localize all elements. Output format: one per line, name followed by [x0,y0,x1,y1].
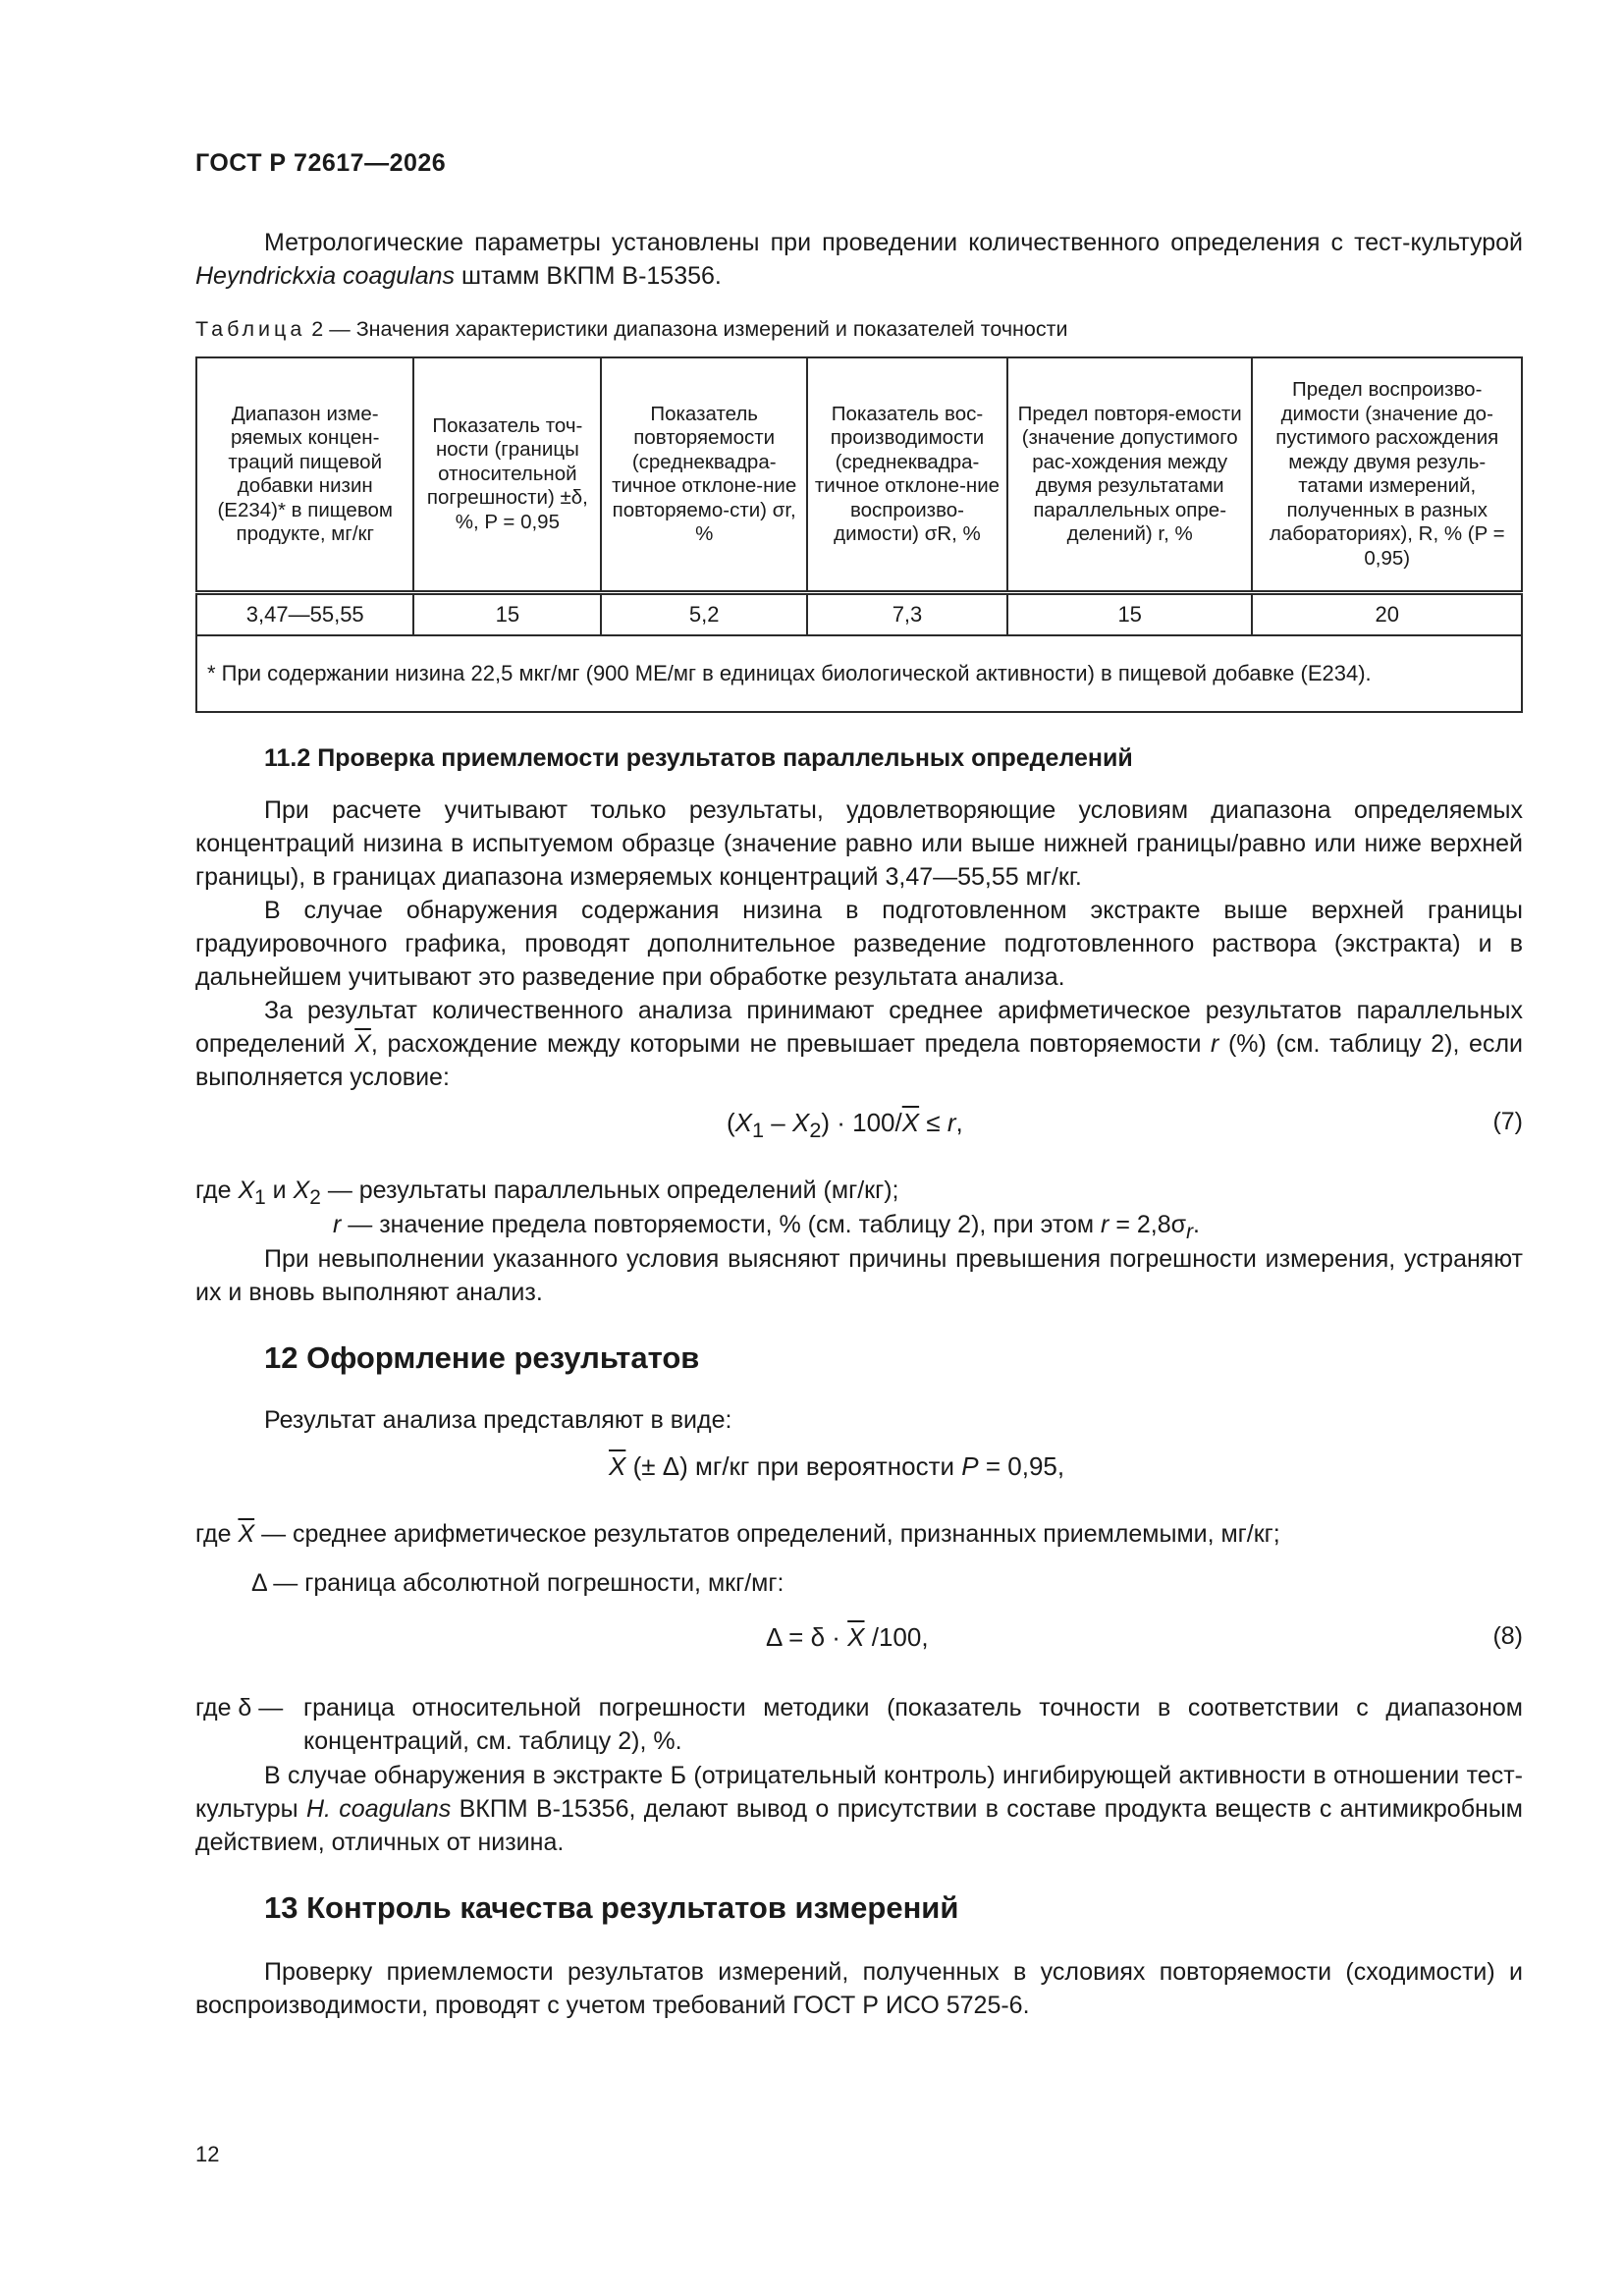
table-cell: 3,47—55,55 [196,593,413,636]
table-row [196,593,1522,636]
section-13-heading: 13 Контроль качества результатов измерений [264,1890,959,1925]
table-cell: 5,2 [601,593,807,636]
document-header: ГОСТ Р 72617—2026 [195,149,447,177]
table-cell: 7,3 [807,593,1007,636]
symbol-x-bar: $\overline{X}$ [354,1030,371,1058]
symbol-r: r [1211,1030,1219,1058]
paragraph: При невыполнении указанного условия выясняют причины превышения погрешности измерения, устраняют их и вновь выполняют анализ. [195,1245,1523,1306]
formula-8: $\Delta = \delta \cdot \overline{X}$ /100, [766,1622,929,1652]
metrology-table [195,356,1523,713]
paragraph: Результат анализа представляют в виде: [264,1406,732,1434]
table-header-cell: Предел повторя-емости (значение допустимого рас-хождения между двумя результатами параллельных опре-делений) r, % [1007,357,1253,593]
section-11-2-heading: 11.2 Проверка приемлемости результатов параллельных определений [264,744,1133,772]
formula-7: $(X_1 - X_2) \cdot 100/\overline{X} \le r$, [727,1108,963,1143]
where-delta-label: где δ — [195,1694,284,1722]
where-r: r — значение предела повторяемости, % (см. таблицу 2), при этом $r = 2,8\sigma_r$. [333,1211,1200,1243]
where-delta-text: граница относительной погрешности методики (показатель точности в соответствии с диапазоном концентраций, см. таблицу 2), %. [303,1694,1523,1755]
paragraph: За результат количественного анализа принимают среднее арифметическое результатов параллельных определений $\overline{X}$, расхождение между которыми не превышает предела повторяемости r (%) (см. таблицу 2), если выполняется условие: [195,997,1523,1091]
table-header-row [196,357,1522,593]
paragraph: Проверку приемлемости результатов измерений, полученных в условиях повторяемости (сходимости) и воспроизводимости, проводят с учетом требований ГОСТ Р ИСО 5725-6. [195,1958,1523,2019]
table-header-cell: Показатель повторяемости (среднеквадра-тичное отклоне-ние повторяемо-сти) σr, % [601,357,807,593]
paragraph: При расчете учитывают только результаты, удовлетворяющие условиям диапазона определяемых концентраций низина в испытуемом образце (значение равно или выше нижней границы/равно или ниже верхней границы), в границах диапазона измеряемых концентраций 3,47—55,55 мг/кг. [195,796,1523,891]
organism-name: Heyndrickxia coagulans [195,262,456,290]
table-footnote: * При содержании низина 22,5 мкг/мг (900 МЕ/мг в единицах биологической активности) в пищевой добавке (Е234). [196,635,1522,712]
table-caption: Таблица 2 — Значения характеристики диапазона измерений и показателей точности [195,317,1068,341]
table-header-cell: Предел воспроизво-димости (значение до-пустимого расхождения между двумя резуль-татами измерений, полученных в разных лабораториях), R, % (P = 0,95) [1252,357,1522,593]
where-x-bar: где $\overline{X}$ — среднее арифметическое результатов определений, признанных приемлемыми, мг/кг; [195,1520,1280,1548]
intro-paragraph: Метрологические параметры установлены при проведении количественного определения с тест-культурой Heyndrickxia coagulans штамм ВКПМ В-15356. [195,229,1523,290]
where-x1-x2: где $X_1$ и $X_2$ — результаты параллельных определений (мг/кг); [195,1176,899,1209]
section-12-heading: 12 Оформление результатов [264,1340,700,1375]
table-footnote-row [196,635,1522,712]
table-cell: 15 [1007,593,1253,636]
equation-number-7: (7) [1492,1108,1523,1135]
table-header-cell: Показатель вос-производимости (среднеквадра-тичное отклоне-ние воспроизво-димости) σR, % [807,357,1007,593]
paragraph: В случае обнаружения содержания низина в подготовленном экстракте выше верхней границы градуировочного графика, проводят дополнительное разведение подготовленного раствора (экстракта) и в дальнейшем учитывают это разведение при обработке результата анализа. [195,897,1523,991]
where-delta: Δ — граница абсолютной погрешности, мкг/мг: [251,1569,784,1597]
table-cell: 15 [413,593,601,636]
table-header-cell: Показатель точ-ности (границы относительной погрешности) ±δ, %, P = 0,95 [413,357,601,593]
paragraph: В случае обнаружения в экстракте Б (отрицательный контроль) ингибирующей активности в отношении тест-культуры H. coagulans ВКПМ В-15356, делают вывод о присутствии в составе продукта веществ с антимикробным действием, отличных от низина. [195,1762,1523,1856]
table-header-cell: Диапазон изме-ряемых концен-траций пищевой добавки низин (Е234)* в пищевом продукте, мг/кг [196,357,413,593]
table-cell: 20 [1252,593,1522,636]
page-number: 12 [195,2142,220,2166]
equation-number-8: (8) [1492,1622,1523,1650]
result-formula: $\overline{X}$ (± Δ) мг/кг при вероятности P = 0,95, [609,1451,1065,1481]
